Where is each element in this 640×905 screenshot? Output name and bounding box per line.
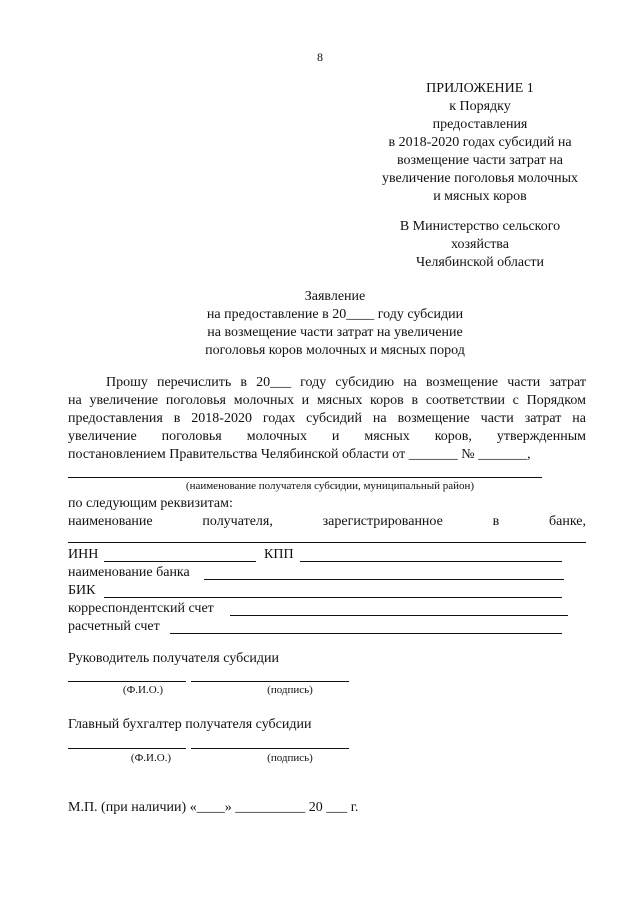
head-fio-line xyxy=(68,681,186,682)
paragraph-line: постановлением Правительства Челябинской области от _______ № _______, xyxy=(68,447,531,462)
accountant-signature-label: Главный бухгалтер получателя субсидии xyxy=(68,717,312,732)
title-line: на возмещение части затрат на увеличение xyxy=(207,325,463,340)
request-paragraph xyxy=(68,374,586,464)
requisites-intro: по следующим реквизитам: xyxy=(68,496,233,511)
accountant-signature-line xyxy=(191,748,349,749)
accountant-fio-line xyxy=(68,748,186,749)
paragraph-line: на увеличение поголовья молочных и мясных коров в соответствии с Порядком xyxy=(68,393,586,408)
appendix-line: в 2018-2020 годах субсидий на xyxy=(388,135,572,150)
settlement-account-field-line xyxy=(170,633,562,634)
inn-field-line xyxy=(104,561,256,562)
head-signature-label: Руководитель получателя субсидии xyxy=(68,651,280,666)
inn-label: ИНН xyxy=(68,547,99,562)
settlement-account-label: расчетный счет xyxy=(68,619,160,634)
appendix-line: увеличение поголовья молочных xyxy=(381,171,579,186)
head-fio-caption: (Ф.И.О.) xyxy=(122,684,164,696)
accountant-signature-caption: (подпись) xyxy=(267,752,313,764)
bik-field-line xyxy=(104,597,562,598)
page-number: 8 xyxy=(317,50,323,64)
appendix-line: предоставления xyxy=(432,117,528,132)
appendix-header xyxy=(360,80,600,206)
title-line: поголовья коров молочных и мясных пород xyxy=(205,343,465,358)
paragraph-line: Прошу перечислить в 20___ году субсидию на возмещение части затрат xyxy=(106,375,586,390)
kpp-field-line xyxy=(300,561,562,562)
title-line: на предоставление в 20____ году субсидии xyxy=(206,307,464,322)
appendix-line: возмещение части затрат на xyxy=(396,153,564,168)
appendix-line: и мясных коров xyxy=(433,189,527,204)
head-signature-line xyxy=(191,681,349,682)
bank-name-field-line xyxy=(204,579,564,580)
registered-line: наименование получателя, зарегистрированное в банке, xyxy=(68,514,586,529)
document-title xyxy=(150,288,520,360)
bank-name-label: наименование банка xyxy=(68,565,190,580)
title-line: Заявление xyxy=(304,289,366,304)
appendix-line: к Порядку xyxy=(449,99,511,114)
appendix-line: ПРИЛОЖЕНИЕ 1 xyxy=(426,81,534,96)
head-signature-caption: (подпись) xyxy=(267,684,313,696)
corr-account-field-line xyxy=(230,615,568,616)
stamp-date-line: М.П. (при наличии) «____» __________ 20 ___ г. xyxy=(68,800,359,815)
addressee-block xyxy=(360,218,600,272)
paragraph-line: увеличение поголовья молочных и мясных коров, утвержденным xyxy=(68,429,586,444)
recipient-caption: (наименование получателя субсидии, муниципальный район) xyxy=(185,480,475,492)
paragraph-line: предоставления в 2018-2020 годах субсидий на возмещение части затрат на xyxy=(68,411,586,426)
recipient-name-line xyxy=(68,477,542,478)
accountant-fio-caption: (Ф.И.О.) xyxy=(130,752,172,764)
registered-block xyxy=(68,513,586,531)
bik-label: БИК xyxy=(68,583,96,598)
addressee-line: хозяйства xyxy=(451,237,509,252)
registered-underline xyxy=(68,542,586,543)
kpp-label: КПП xyxy=(264,547,294,562)
addressee-line: Челябинской области xyxy=(416,255,544,270)
corr-account-label: корреспондентский счет xyxy=(68,601,214,616)
addressee-line: В Министерство сельского xyxy=(399,219,561,234)
